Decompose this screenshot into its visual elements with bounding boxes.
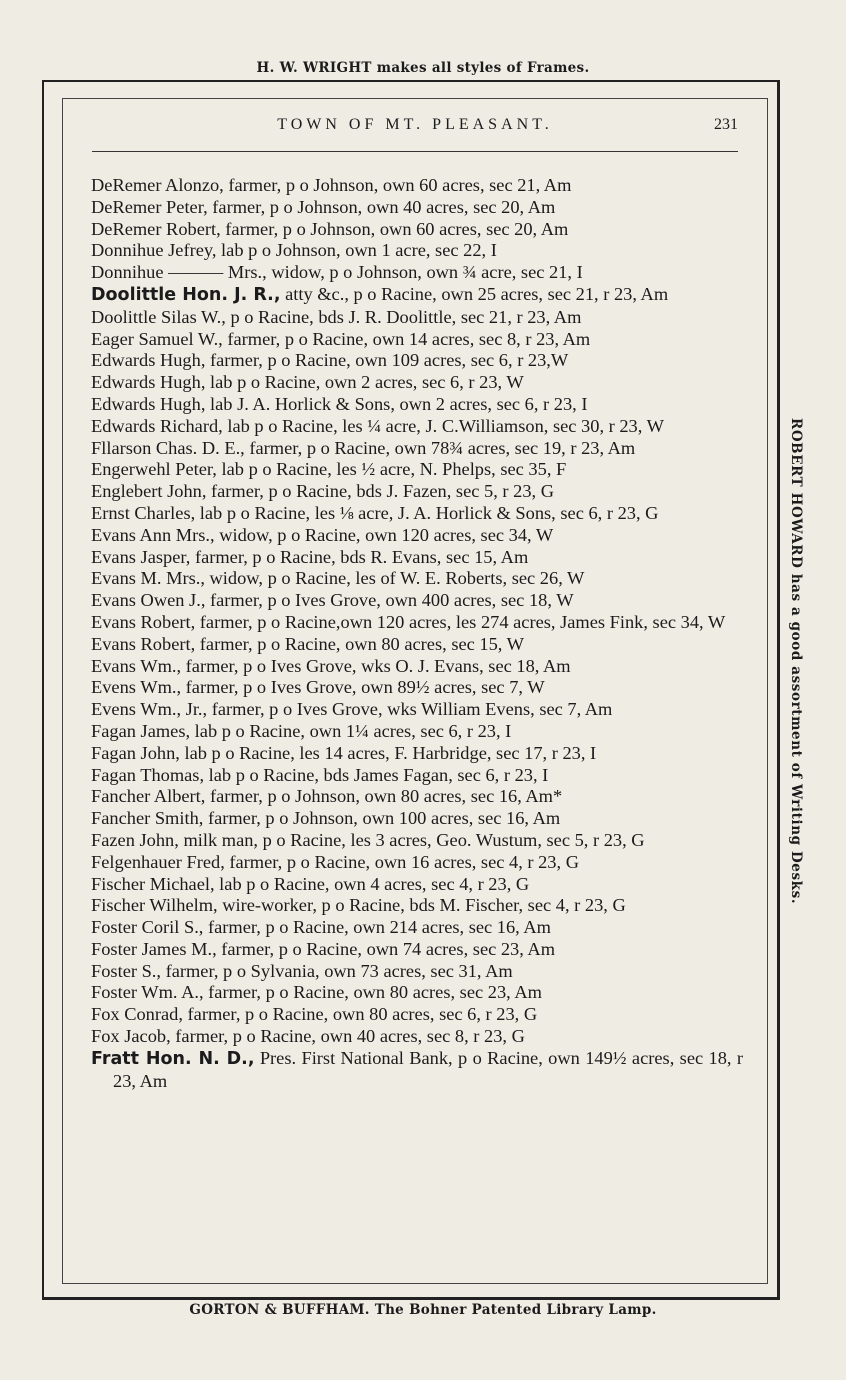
directory-entry xyxy=(91,1048,743,1093)
entry-text: Evans Owen J., farmer, p o Ives Grove, own 400 acres, sec 18, W xyxy=(91,590,574,611)
entry-text: Foster S., farmer, p o Sylvania, own 73 acres, sec 31, Am xyxy=(91,960,513,981)
entry-text: Evens Wm., farmer, p o Ives Grove, own 89½ acres, sec 7, W xyxy=(91,677,545,698)
entry-text: Fazen John, milk man, p o Racine, les 3 acres, Geo. Wustum, sec 5, r 23, G xyxy=(91,829,645,850)
directory-entry xyxy=(91,917,743,939)
entry-bold-name: Fratt Hon. N. D., xyxy=(91,1048,255,1069)
entry-text: Fagan James, lab p o Racine, own 1¼ acres, sec 6, r 23, I xyxy=(91,720,512,741)
directory-entry xyxy=(91,677,743,699)
directory-entry xyxy=(91,852,743,874)
entry-text: Edwards Hugh, lab J. A. Horlick & Sons, own 2 acres, sec 6, r 23, I xyxy=(91,393,588,414)
directory-entry xyxy=(91,895,743,917)
entry-text: Evans Ann Mrs., widow, p o Racine, own 120 acres, sec 34, W xyxy=(91,524,554,545)
directory-entry xyxy=(91,372,743,394)
directory-entry xyxy=(91,219,743,241)
entry-text: Pres. First National Bank, p o Racine, own 149½ acres, sec 18, r 23, Am xyxy=(113,1047,743,1091)
directory-entry xyxy=(91,590,743,612)
entry-text: Fagan Thomas, lab p o Racine, bds James Fagan, sec 6, r 23, I xyxy=(91,764,549,785)
entry-text: Fancher Albert, farmer, p o Johnson, own 80 acres, sec 16, Am* xyxy=(91,786,563,807)
entry-text: Eager Samuel W., farmer, p o Racine, own 14 acres, sec 8, r 23, Am xyxy=(91,328,591,349)
directory-entry xyxy=(91,874,743,896)
entry-text: atty &c., p o Racine, own 25 acres, sec 21, r 23, Am xyxy=(280,283,669,304)
directory-entry xyxy=(91,808,743,830)
entry-text: Foster Wm. A., farmer, p o Racine, own 80 acres, sec 23, Am xyxy=(91,982,542,1003)
entry-text: Foster James M., farmer, p o Racine, own 74 acres, sec 23, Am xyxy=(91,938,556,959)
entry-text: Engerwehl Peter, lab p o Racine, les ½ acre, N. Phelps, sec 35, F xyxy=(91,459,567,480)
directory-entry xyxy=(91,699,743,721)
directory-entry xyxy=(91,503,743,525)
directory-entry xyxy=(91,765,743,787)
directory-entry xyxy=(91,284,743,307)
entry-text: Evans Robert, farmer, p o Racine, own 80 acres, sec 15, W xyxy=(91,633,525,654)
entry-text: Donnihue Jefrey, lab p o Johnson, own 1 acre, sec 22, I xyxy=(91,240,497,261)
directory-entry xyxy=(91,612,743,634)
entry-text: Fischer Wilhelm, wire-worker, p o Racine, bds M. Fischer, sec 4, r 23, G xyxy=(91,895,626,916)
page-header xyxy=(62,116,768,138)
directory-entry xyxy=(91,197,743,219)
entry-text: DeRemer Robert, farmer, p o Johnson, own 60 acres, sec 20, Am xyxy=(91,218,569,239)
entry-text: Ernst Charles, lab p o Racine, les ⅛ acre, J. A. Horlick & Sons, sec 6, r 23, G xyxy=(91,502,659,523)
directory-entry xyxy=(91,982,743,1004)
directory-entry xyxy=(91,350,743,372)
side-advertisement: ROBERT HOWARD has a good assortment of Writing Desks. xyxy=(788,418,804,905)
directory-entry xyxy=(91,175,743,197)
directory-entry xyxy=(91,634,743,656)
entry-text: Foster Coril S., farmer, p o Racine, own 214 acres, sec 16, Am xyxy=(91,917,551,938)
directory-entry xyxy=(91,438,743,460)
directory-entry xyxy=(91,743,743,765)
entry-text: Fancher Smith, farmer, p o Johnson, own 100 acres, sec 16, Am xyxy=(91,808,561,829)
directory-entry xyxy=(91,307,743,329)
directory-entry xyxy=(91,568,743,590)
entry-text: Fox Conrad, farmer, p o Racine, own 80 acres, sec 6, r 23, G xyxy=(91,1004,538,1025)
directory-entry xyxy=(91,547,743,569)
directory-entry xyxy=(91,329,743,351)
entry-text: Fllarson Chas. D. E., farmer, p o Racine, own 78¾ acres, sec 19, r 23, Am xyxy=(91,437,636,458)
entry-text: Evans Robert, farmer, p o Racine,own 120 acres, les 274 acres, James Fink, sec 34, W xyxy=(91,611,726,632)
directory-entries xyxy=(91,175,743,1092)
entry-text: Evens Wm., Jr., farmer, p o Ives Grove, wks William Evens, sec 7, Am xyxy=(91,699,613,720)
entry-text: Evans M. Mrs., widow, p o Racine, les of W. E. Roberts, sec 26, W xyxy=(91,568,585,589)
entry-text: Edwards Hugh, lab p o Racine, own 2 acres, sec 6, r 23, W xyxy=(91,372,524,393)
directory-entry xyxy=(91,1026,743,1048)
entry-text: Fagan John, lab p o Racine, les 14 acres, F. Harbridge, sec 17, r 23, I xyxy=(91,742,597,763)
top-advertisement: H. W. WRIGHT makes all styles of Frames. xyxy=(256,60,590,76)
directory-entry xyxy=(91,481,743,503)
entry-text: Englebert John, farmer, p o Racine, bds J. Fazen, sec 5, r 23, G xyxy=(91,481,554,502)
entry-text: DeRemer Alonzo, farmer, p o Johnson, own 60 acres, sec 21, Am xyxy=(91,175,572,195)
entry-text: Felgenhauer Fred, farmer, p o Racine, own 16 acres, sec 4, r 23, G xyxy=(91,851,579,872)
header-divider xyxy=(92,151,738,152)
directory-entry xyxy=(91,961,743,983)
entry-text: Fischer Michael, lab p o Racine, own 4 acres, sec 4, r 23, G xyxy=(91,873,530,894)
directory-entry xyxy=(91,240,743,262)
entry-text: DeRemer Peter, farmer, p o Johnson, own 40 acres, sec 20, Am xyxy=(91,196,556,217)
entry-bold-name: Doolittle Hon. J. R., xyxy=(91,284,281,305)
entry-text: Edwards Richard, lab p o Racine, les ¼ acre, J. C.Williamson, sec 30, r 23, W xyxy=(91,415,664,436)
page-number: 231 xyxy=(714,116,738,133)
directory-entry xyxy=(91,656,743,678)
directory-entry xyxy=(91,416,743,438)
entry-text: Doolittle Silas W., p o Racine, bds J. R. Doolittle, sec 21, r 23, Am xyxy=(91,306,582,327)
directory-entry xyxy=(91,262,743,284)
directory-entry xyxy=(91,525,743,547)
directory-entry xyxy=(91,830,743,852)
entry-text: Evans Jasper, farmer, p o Racine, bds R. Evans, sec 15, Am xyxy=(91,546,529,567)
bottom-advertisement: GORTON & BUFFHAM. The Bohner Patented Library Lamp. xyxy=(189,1302,657,1318)
page-title: TOWN OF MT. PLEASANT. xyxy=(277,116,553,133)
directory-entry xyxy=(91,786,743,808)
directory-entry xyxy=(91,394,743,416)
entry-text: Evans Wm., farmer, p o Ives Grove, wks O. J. Evans, sec 18, Am xyxy=(91,655,571,676)
entry-text: Donnihue ——— Mrs., widow, p o Johnson, own ¾ acre, sec 21, I xyxy=(91,262,583,283)
directory-entry xyxy=(91,459,743,481)
entry-text: Fox Jacob, farmer, p o Racine, own 40 acres, sec 8, r 23, G xyxy=(91,1026,525,1047)
directory-entry xyxy=(91,721,743,743)
directory-entry xyxy=(91,939,743,961)
directory-entry xyxy=(91,1004,743,1026)
entry-text: Edwards Hugh, farmer, p o Racine, own 109 acres, sec 6, r 23,W xyxy=(91,350,569,371)
